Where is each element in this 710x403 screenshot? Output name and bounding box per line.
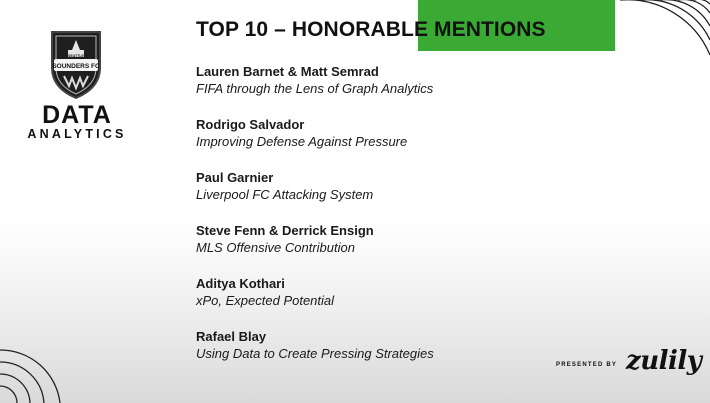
presented-by-label: PRESENTED BY [556,362,618,368]
mention-project: FIFA through the Lens of Graph Analytics [196,81,434,96]
analytics-wordmark: ANALYTICS [27,127,127,141]
mention-item [196,116,556,169]
decorative-arcs-bottom-left [0,340,80,403]
mention-item [196,63,556,116]
mention-project: Using Data to Create Pressing Strategies [196,346,434,361]
sounders-crest-logo [48,28,104,100]
slide-title: TOP 10 – HONORABLE MENTIONS [196,18,546,41]
mention-name: Steve Fenn & Derrick Ensign [196,223,374,238]
mention-project: xPo, Expected Potential [196,293,335,308]
mention-item [196,222,556,275]
mention-project: Liverpool FC Attacking System [196,187,374,202]
data-wordmark: DATA [42,101,112,129]
mention-item [196,169,556,222]
mention-name: Rafael Blay [196,329,267,344]
mention-item [196,328,556,381]
mention-name: Rodrigo Salvador [196,117,305,132]
crest-text: SOUNDERS FC [52,63,100,70]
zulily-logo: zulily [626,346,702,376]
crest-small-text: SEATTLE [68,54,84,58]
mention-name: Paul Garnier [196,170,274,185]
mention-item [196,275,556,328]
mentions-list [196,63,556,381]
mention-name: Aditya Kothari [196,276,285,291]
decorative-arcs-top-right [610,0,710,60]
mention-project: MLS Offensive Contribution [196,240,355,255]
mention-name: Lauren Barnet & Matt Semrad [196,64,379,79]
mention-project: Improving Defense Against Pressure [196,134,408,149]
